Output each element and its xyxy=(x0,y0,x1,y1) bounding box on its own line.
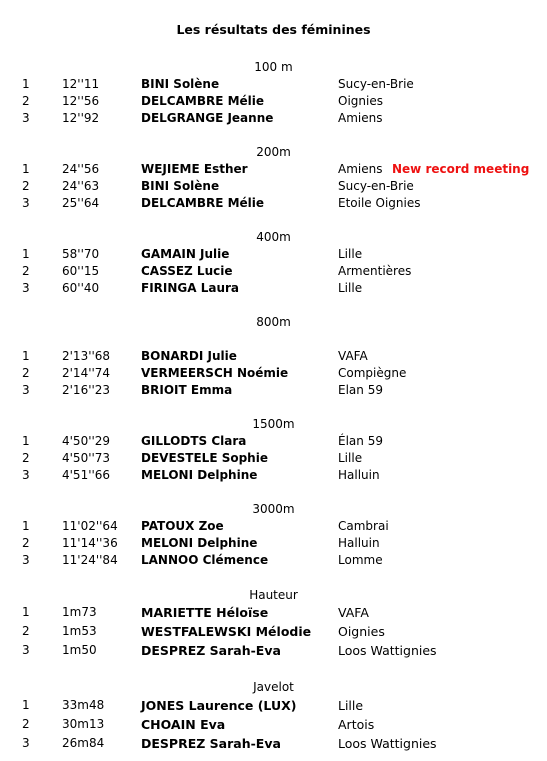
result-rank: 2 xyxy=(22,717,30,731)
athlete-club: Sucy-en-Brie xyxy=(338,77,414,91)
athlete-name: MARIETTE Héloïse xyxy=(141,605,269,620)
event-title: Javelot xyxy=(253,680,294,694)
result-rank: 2 xyxy=(22,264,30,278)
athlete-club: Amiens xyxy=(338,162,383,176)
result-row xyxy=(0,717,547,734)
athlete-name: MELONI Delphine xyxy=(141,536,258,550)
athlete-name: VERMEERSCH Noémie xyxy=(141,366,289,380)
result-performance: 12''11 xyxy=(62,77,100,91)
result-row xyxy=(0,264,547,281)
result-performance: 24''56 xyxy=(62,162,100,176)
athlete-club: VAFA xyxy=(338,605,369,620)
athlete-name: BRIOIT Emma xyxy=(141,383,233,397)
result-row xyxy=(0,94,547,111)
athlete-club: Halluin xyxy=(338,536,380,550)
result-rank: 2 xyxy=(22,536,30,550)
event-title: 400m xyxy=(256,230,291,244)
athlete-club: Loos Wattignies xyxy=(338,736,437,751)
athlete-club: Oignies xyxy=(338,94,383,108)
athlete-name: LANNOO Clémence xyxy=(141,553,269,567)
result-performance: 11'02''64 xyxy=(62,519,118,533)
athlete-club: Amiens xyxy=(338,111,383,125)
athlete-club: Lille xyxy=(338,281,363,295)
result-row xyxy=(0,247,547,264)
result-performance: 12''92 xyxy=(62,111,100,125)
result-performance: 4'50''29 xyxy=(62,434,111,448)
athlete-club: Lille xyxy=(338,247,363,261)
result-row xyxy=(0,553,547,570)
result-performance: 60''40 xyxy=(62,281,100,295)
result-row xyxy=(0,179,547,196)
athlete-name: DELGRANGE Jeanne xyxy=(141,111,274,125)
result-rank: 2 xyxy=(22,179,30,193)
result-rank: 1 xyxy=(22,698,30,712)
result-performance: 25''64 xyxy=(62,196,100,210)
athlete-name: CHOAIN Eva xyxy=(141,717,226,732)
athlete-club: Lomme xyxy=(338,553,383,567)
athlete-name: JONES Laurence (LUX) xyxy=(141,698,297,713)
result-row xyxy=(0,624,547,641)
result-row xyxy=(0,162,547,179)
result-rank: 3 xyxy=(22,736,30,750)
result-rank: 1 xyxy=(22,247,30,261)
athlete-name: DESPREZ Sarah-Eva xyxy=(141,643,281,658)
result-performance: 11'14''36 xyxy=(62,536,118,550)
event-title: 200m xyxy=(256,145,291,159)
result-performance: 12''56 xyxy=(62,94,100,108)
result-rank: 1 xyxy=(22,162,30,176)
result-rank: 3 xyxy=(22,111,30,125)
athlete-name: BINI Solène xyxy=(141,77,220,91)
result-row xyxy=(0,536,547,553)
athlete-club: VAFA xyxy=(338,349,368,363)
result-row xyxy=(0,605,547,622)
athlete-club: Etoile Oignies xyxy=(338,196,421,210)
result-rank: 1 xyxy=(22,77,30,91)
athlete-name: WESTFALEWSKI Mélodie xyxy=(141,624,312,639)
athlete-name: DESPREZ Sarah-Eva xyxy=(141,736,281,751)
result-performance: 58''70 xyxy=(62,247,100,261)
athlete-name: GAMAIN Julie xyxy=(141,247,230,261)
athlete-name: GILLODTS Clara xyxy=(141,434,247,448)
result-rank: 2 xyxy=(22,624,30,638)
athlete-name: DELCAMBRE Mélie xyxy=(141,196,265,210)
result-performance: 1m53 xyxy=(62,624,97,638)
result-performance: 2'13''68 xyxy=(62,349,111,363)
result-rank: 3 xyxy=(22,643,30,657)
athlete-club: Lille xyxy=(338,698,364,713)
result-performance: 26m84 xyxy=(62,736,105,750)
athlete-club: Halluin xyxy=(338,468,380,482)
athlete-club: Elan 59 xyxy=(338,383,383,397)
athlete-club: Compiègne xyxy=(338,366,407,380)
result-rank: 1 xyxy=(22,434,30,448)
athlete-club: Lille xyxy=(338,451,363,465)
athlete-club: Armentières xyxy=(338,264,412,278)
event-title: Hauteur xyxy=(249,588,298,602)
result-rank: 3 xyxy=(22,281,30,295)
result-rank: 3 xyxy=(22,196,30,210)
event-title: 800m xyxy=(256,315,291,329)
result-performance: 1m50 xyxy=(62,643,97,657)
event-title: 3000m xyxy=(252,502,295,516)
athlete-name: WEJIEME Esther xyxy=(141,162,248,176)
athlete-name: PATOUX Zoe xyxy=(141,519,224,533)
result-row xyxy=(0,77,547,94)
event-title: 100 m xyxy=(254,60,293,74)
result-row xyxy=(0,349,547,366)
athlete-name: CASSEZ Lucie xyxy=(141,264,233,278)
athlete-name: BINI Solène xyxy=(141,179,220,193)
result-performance: 4'51''66 xyxy=(62,468,111,482)
athlete-club: Loos Wattignies xyxy=(338,643,437,658)
result-rank: 2 xyxy=(22,451,30,465)
event-title: 1500m xyxy=(252,417,295,431)
result-rank: 1 xyxy=(22,519,30,533)
result-performance: 4'50''73 xyxy=(62,451,111,465)
result-rank: 3 xyxy=(22,383,30,397)
athlete-name: DELCAMBRE Mélie xyxy=(141,94,265,108)
result-rank: 2 xyxy=(22,366,30,380)
result-performance: 33m48 xyxy=(62,698,105,712)
result-row xyxy=(0,519,547,536)
result-performance: 2'14''74 xyxy=(62,366,111,380)
result-rank: 2 xyxy=(22,94,30,108)
result-row xyxy=(0,366,547,383)
result-row xyxy=(0,643,547,660)
athlete-name: MELONI Delphine xyxy=(141,468,258,482)
athlete-name: FIRINGA Laura xyxy=(141,281,240,295)
result-row xyxy=(0,196,547,213)
result-row xyxy=(0,111,547,128)
athlete-club: Cambrai xyxy=(338,519,389,533)
result-row xyxy=(0,383,547,400)
result-row xyxy=(0,434,547,451)
result-row xyxy=(0,468,547,485)
athlete-club: Oignies xyxy=(338,624,385,639)
result-performance: 60''15 xyxy=(62,264,100,278)
result-performance: 30m13 xyxy=(62,717,105,731)
result-rank: 1 xyxy=(22,605,30,619)
result-rank: 1 xyxy=(22,349,30,363)
result-rank: 3 xyxy=(22,553,30,567)
athlete-name: BONARDI Julie xyxy=(141,349,237,363)
result-performance: 2'16''23 xyxy=(62,383,111,397)
athlete-club: Sucy-en-Brie xyxy=(338,179,414,193)
result-rank: 3 xyxy=(22,468,30,482)
result-row xyxy=(0,736,547,753)
athlete-name: DEVESTELE Sophie xyxy=(141,451,268,465)
record-note: New record meeting xyxy=(392,162,530,176)
result-row xyxy=(0,281,547,298)
page-title: Les résultats des féminines xyxy=(176,22,371,37)
result-performance: 11'24''84 xyxy=(62,553,118,567)
athlete-club: Élan 59 xyxy=(338,434,383,448)
athlete-club: Artois xyxy=(338,717,375,732)
result-row xyxy=(0,451,547,468)
result-performance: 1m73 xyxy=(62,605,97,619)
result-row xyxy=(0,698,547,715)
result-performance: 24''63 xyxy=(62,179,100,193)
